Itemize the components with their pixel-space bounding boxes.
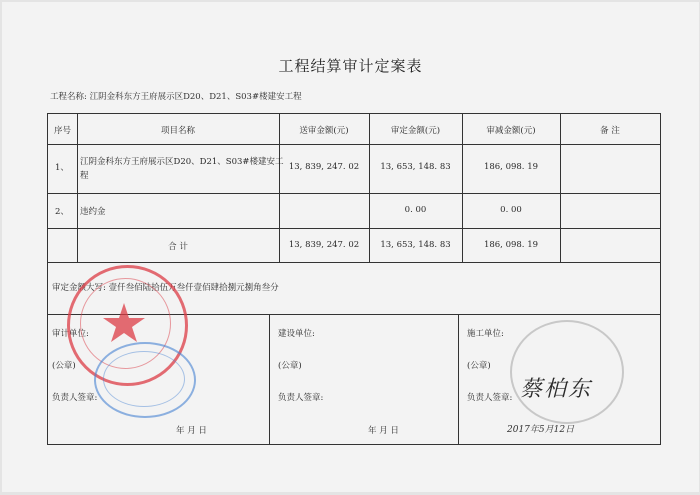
header-submitted: 送审金额(元) <box>299 126 349 136</box>
total-reduced: 186, 098. 19 <box>483 240 539 250</box>
row1-approved: 13, 653, 148. 83 <box>380 162 451 172</box>
project-name: 工程名称: 江阴金科东方王府展示区D20、D21、S03#楼建安工程 <box>50 92 302 102</box>
build-unit-date: 年 月 日 <box>368 426 399 436</box>
document-title: 工程结算审计定案表 <box>278 57 423 75</box>
row2-seq: 2、 <box>55 207 69 217</box>
header-remark: 备 注 <box>600 126 620 136</box>
construction-unit-signer: 负责人签章: <box>467 393 513 403</box>
row2-reduced: 0. 00 <box>500 205 522 215</box>
header-item: 项目名称 <box>160 126 195 136</box>
amount-in-words: 审定金额大写: 壹仟叁佰陆拾伍万叁仟壹佰肆拾捌元捌角叁分 <box>52 283 279 293</box>
row-divider <box>48 144 660 145</box>
build-unit-signer: 负责人签章: <box>278 393 324 403</box>
row-divider <box>48 262 660 263</box>
header-reduced: 审减金额(元) <box>486 126 536 136</box>
row2-item: 违约金 <box>80 207 106 217</box>
row1-item-line1: 江阴金科东方王府展示区D20、D21、S03#楼建安工 <box>80 157 284 167</box>
blue-seal-stamp <box>94 342 196 418</box>
handwritten-signature: 蔡柏东 <box>520 377 593 402</box>
total-label: 合 计 <box>168 242 188 252</box>
build-unit-label: 建设单位: <box>278 329 315 339</box>
row2-approved: 0. 00 <box>404 205 427 215</box>
col-divider <box>269 314 270 444</box>
header-seq: 序号 <box>53 126 71 136</box>
row1-reduced: 186, 098. 19 <box>483 162 539 172</box>
total-approved: 13, 653, 148. 83 <box>380 240 451 250</box>
header-approved: 审定金额(元) <box>390 126 441 136</box>
row1-item-line2: 程 <box>80 171 89 181</box>
row1-seq: 1、 <box>55 163 69 173</box>
construction-unit-label: 施工单位: <box>467 329 504 339</box>
row-divider <box>48 228 660 229</box>
audit-unit-seal: (公章) <box>52 361 76 371</box>
row1-submitted: 13, 839, 247. 02 <box>288 162 360 172</box>
total-submitted: 13, 839, 247. 02 <box>288 240 360 250</box>
build-unit-seal: (公章) <box>278 361 302 371</box>
handwritten-date: 2017年5月12日 <box>507 425 575 435</box>
audit-unit-label: 审计单位: <box>52 329 89 339</box>
document-page <box>2 2 699 492</box>
audit-unit-signer: 负责人签章: <box>52 393 98 403</box>
row-divider <box>48 193 660 194</box>
construction-unit-seal: (公章) <box>467 361 491 371</box>
audit-unit-date: 年 月 日 <box>176 426 207 436</box>
col-divider <box>458 314 459 444</box>
col-divider <box>560 114 561 262</box>
